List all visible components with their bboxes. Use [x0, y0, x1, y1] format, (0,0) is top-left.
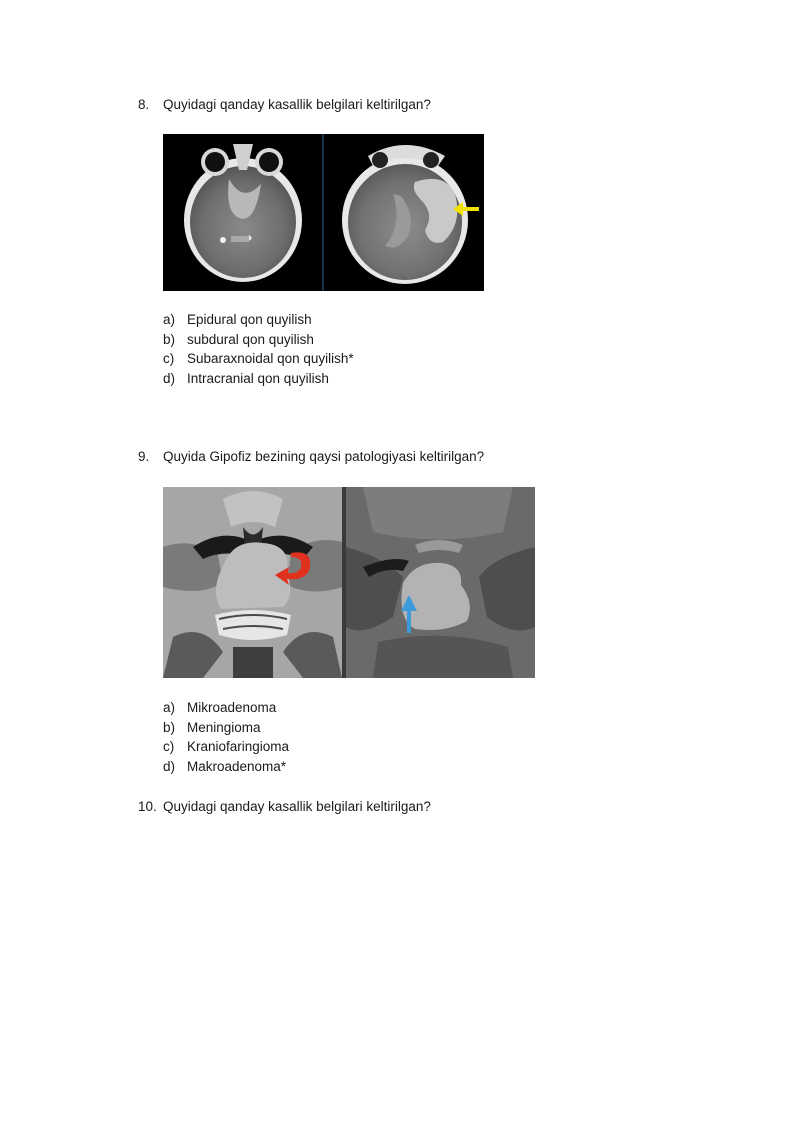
question-9-title [138, 448, 484, 466]
option-text: Kraniofaringioma [187, 739, 290, 754]
option-d[interactable] [163, 369, 354, 389]
option-letter: c) [163, 739, 175, 754]
option-d[interactable] [163, 757, 289, 777]
question-8-options [163, 310, 354, 388]
question-text: Quyidagi qanday kasallik belgilari keltirilgan? [163, 799, 431, 814]
option-text: Meningioma [187, 719, 261, 735]
question-number: 8. [138, 97, 150, 112]
option-letter: b) [163, 331, 176, 347]
option-b[interactable] [163, 718, 289, 738]
question-text: Quyida Gipofiz bezining qaysi patologiyasi keltirilgan? [163, 449, 485, 464]
option-letter: a) [163, 700, 176, 715]
option-text: Intracranial qon quyilish [187, 370, 329, 386]
option-text: Epidural qon quyilish [187, 312, 312, 327]
question-text: Quyidagi qanday kasallik belgilari keltirilgan? [163, 97, 431, 112]
option-text: Mikroadenoma [187, 700, 277, 715]
question-number: 9. [138, 449, 150, 464]
option-letter: d) [163, 758, 176, 774]
option-c[interactable] [163, 737, 289, 757]
question-9-options [163, 698, 289, 776]
mri-pituitary-image [163, 487, 535, 678]
option-b[interactable] [163, 330, 354, 350]
option-a[interactable] [163, 698, 289, 718]
option-c[interactable] [163, 349, 354, 369]
option-text: subdural qon quyilish [187, 331, 314, 347]
option-letter: b) [163, 719, 176, 735]
question-number: 10. [138, 799, 157, 814]
option-text: Subaraxnoidal qon quyilish* [187, 351, 354, 366]
option-text: Makroadenoma* [187, 758, 287, 774]
question-10-title [138, 798, 431, 816]
option-letter: d) [163, 370, 176, 386]
option-letter: a) [163, 312, 176, 327]
ct-head-image [163, 134, 484, 291]
option-a[interactable] [163, 310, 354, 330]
question-8-title [138, 96, 431, 114]
option-letter: c) [163, 351, 175, 366]
